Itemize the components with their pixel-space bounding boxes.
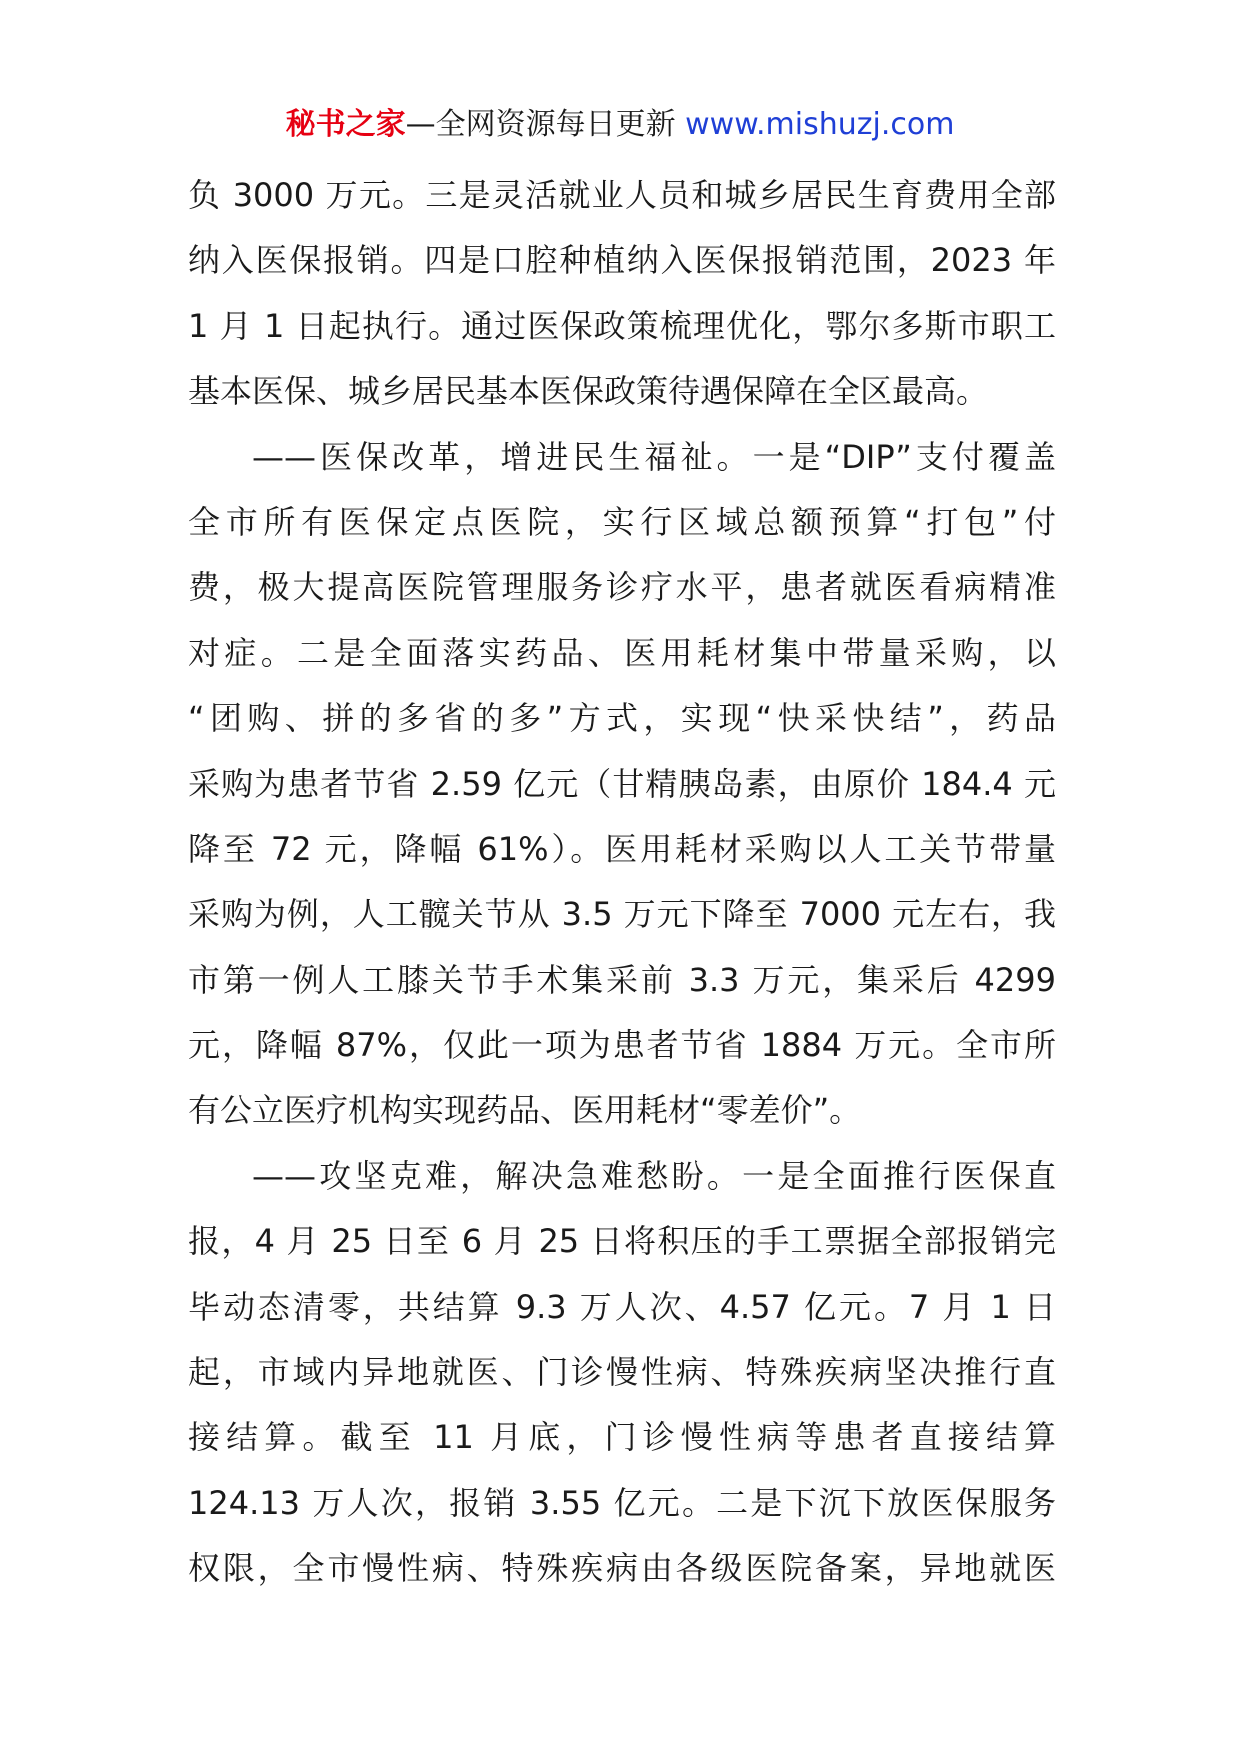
text-line: 采购为患者节省 2.59 亿元（甘精胰岛素，由原价 184.4 元 (188, 764, 1056, 803)
section-heading-line: ——攻坚克难，解决急难愁盼。一是全面推行医保直 (252, 1156, 1056, 1195)
text-line: 毕动态清零，共结算 9.3 万人次、4.57 亿元。7 月 1 日 (188, 1287, 1056, 1326)
text-line: 市第一例人工膝关节手术集采前 3.3 万元，集采后 4299 (188, 960, 1056, 999)
text-line: 基本医保、城乡居民基本医保政策待遇保障在全区最高。 (188, 372, 989, 411)
text-line: 有公立医疗机构实现药品、医用耗材“零差价”。 (188, 1091, 862, 1130)
section-heading-line: ——医保改革，增进民生福祉。一是“DIP”支付覆盖 (252, 437, 1056, 476)
text-line: 124.13 万人次，报销 3.55 亿元。二是下沉下放医保服务 (188, 1483, 1056, 1522)
text-line: 报，4 月 25 日至 6 月 25 日将积压的手工票据全部报销完 (188, 1222, 1056, 1261)
site-brand-name: 秘书之家 (285, 107, 406, 142)
text-line: 起，市域内异地就医、门诊慢性病、特殊疾病坚决推行直 (188, 1353, 1056, 1392)
text-line: 1 月 1 日起执行。通过医保政策梳理优化，鄂尔多斯市职工 (188, 306, 1056, 345)
text-line: 费，极大提高医院管理服务诊疗水平，患者就医看病精准 (188, 568, 1056, 607)
text-line: “团购、拼的多省的多”方式，实现“快采快结”，药品 (188, 699, 1056, 738)
text-line: 对症。二是全面落实药品、医用耗材集中带量采购，以 (188, 633, 1056, 672)
text-line: 元，降幅 87%，仅此一项为患者节省 1884 万元。全市所 (188, 1026, 1056, 1065)
text-line: 全市所有医保定点医院，实行区域总额预算“打包”付 (188, 502, 1056, 541)
document-body (188, 163, 1056, 1602)
text-line: 采购为例，人工髋关节从 3.5 万元下降至 7000 元左右，我 (188, 895, 1056, 934)
text-line: 降至 72 元，降幅 61%）。医用耗材采购以人工关节带量 (188, 829, 1056, 868)
site-url-link[interactable]: www.mishuzj.com (685, 107, 955, 142)
site-tagline: —全网资源每日更新 (405, 107, 686, 142)
text-line: 纳入医保报销。四是口腔种植纳入医保报销范围，2023 年 (188, 241, 1056, 280)
text-line: 权限，全市慢性病、特殊疾病由各级医院备案，异地就医 (188, 1549, 1056, 1588)
text-line: 接结算。截至 11 月底，门诊慢性病等患者直接结算 (188, 1418, 1056, 1457)
site-banner (0, 103, 1240, 147)
text-line: 负 3000 万元。三是灵活就业人员和城乡居民生育费用全部 (188, 176, 1056, 214)
